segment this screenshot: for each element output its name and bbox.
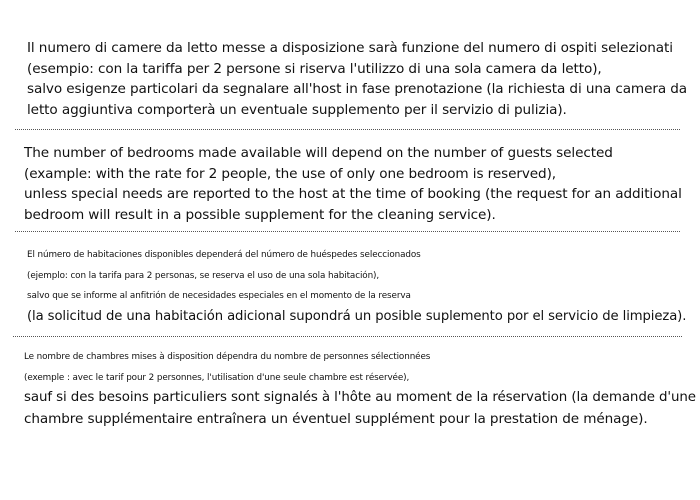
italian-notice <box>27 38 687 120</box>
spanish-line: (ejemplo: con la tarifa para 2 personas, se reserva el uso de una sola habitación), <box>27 270 380 281</box>
dotted-divider <box>13 336 682 337</box>
italian-line: salvo esigenze particolari da segnalare all'host in fase prenotazione (la richiesta di una camera da <box>27 81 688 97</box>
italian-line: Il numero di camere da letto messe a disposizione sarà funzione del numero di ospiti selezionati <box>27 40 673 56</box>
italian-line: (esempio: con la tariffa per 2 persone si riserva l'utilizzo di una sola camera da letto), <box>27 60 602 77</box>
english-line: bedroom will result in a possible supplement for the cleaning service). <box>24 206 496 223</box>
french-line: sauf si des besoins particuliers sont signalés à l'hôte au moment de la réservation (la demande d'une <box>24 390 696 405</box>
french-notice <box>24 347 696 429</box>
english-line: The number of bedrooms made available will depend on the number of guests selected <box>24 145 613 161</box>
dotted-divider <box>15 129 680 130</box>
french-line: chambre supplémentaire entraînera un éventuel supplément pour la prestation de ménage). <box>24 410 648 427</box>
spanish-line: El número de habitaciones disponibles dependerá del número de huéspedes seleccionados <box>27 250 421 260</box>
french-line: (exemple : avec le tarif pour 2 personnes, l'utilisation d'une seule chambre est réservée), <box>24 372 410 383</box>
english-line: (example: with the rate for 2 people, the use of only one bedroom is reserved), <box>24 165 557 182</box>
spanish-line: (la solicitud de una habitación adicional supondrá un posible suplemento por el servicio de limpieza). <box>27 308 687 324</box>
english-notice <box>24 143 682 225</box>
italian-line: letto aggiuntiva comporterà un eventuale supplemento per il servizio di pulizia). <box>27 101 567 118</box>
english-line: unless special needs are reported to the host at the time of booking (the request for an additional <box>24 186 682 202</box>
spanish-line: salvo que se informe al anfitrión de necesidades especiales en el momento de la reserva <box>27 291 411 301</box>
dotted-divider <box>15 231 680 232</box>
french-line: Le nombre de chambres mises à disposition dépendra du nombre de personnes sélectionnées <box>24 352 431 362</box>
spanish-notice <box>27 245 686 327</box>
